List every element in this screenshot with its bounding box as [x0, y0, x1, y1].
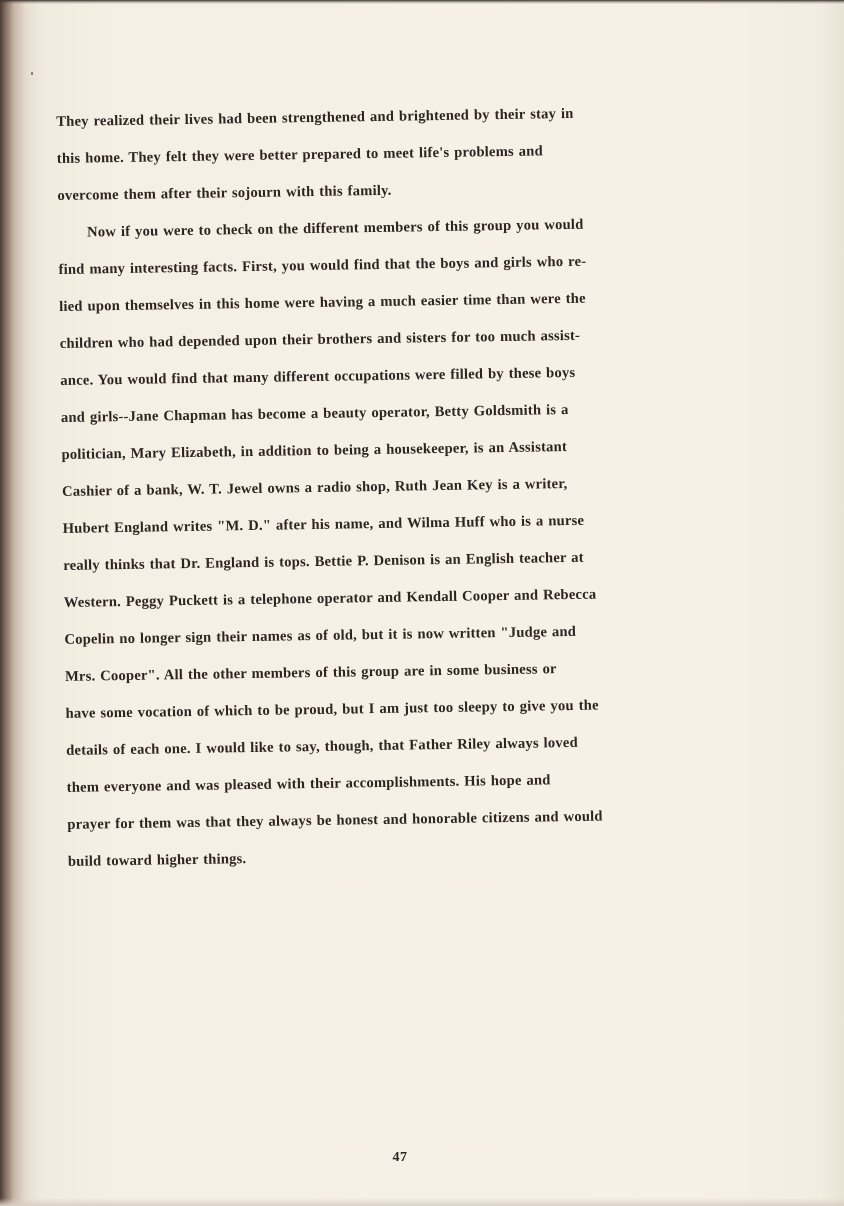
text-line: politician, Mary Elizabeth, in addition to being a housekeeper, is an Assistant — [61, 439, 568, 463]
text-line: lied upon themselves in this home were having a much easier time than were the — [59, 290, 586, 315]
text-line: Copelin no longer sign their names as of old, but it is now written "Judge and — [64, 623, 577, 648]
text-line: find many interesting facts. First, you would find that the boys and girls who re- — [58, 253, 587, 278]
text-line: details of each one. I would like to say, though, that Father Riley always loved — [66, 734, 578, 759]
text-line: They realized their lives had been strengthened and brightened by their stay in — [56, 105, 574, 130]
page-bottom-edge — [0, 1198, 844, 1206]
text-line: children who had depended upon their brothers and sisters for too much assist- — [59, 327, 581, 352]
text-line: Hubert England writes "M. D." after his name, and Wilma Huff who is a nurse — [62, 512, 585, 537]
text-line: prayer for them was that they always be honest and honorable citizens and would — [67, 808, 603, 833]
text-line: Mrs. Cooper". All the other members of this group are in some business or — [64, 661, 557, 685]
text-line: overcome them after their sojourn with this family. — [57, 182, 392, 204]
text-line: have some vocation of which to be proud, but I am just too sleepy to give you the — [65, 697, 599, 722]
text-line: Cashier of a bank, W. T. Jewel owns a radio shop, Ruth Jean Key is a writer, — [61, 476, 568, 500]
page-number: 47 — [392, 1150, 408, 1165]
page-top-shadow — [0, 0, 844, 4]
text-line: and girls--Jane Chapman has become a beauty operator, Betty Goldsmith is a — [60, 401, 569, 426]
body-text — [56, 93, 748, 881]
text-line: build toward higher things. — [67, 851, 247, 870]
text-line: really thinks that Dr. England is tops. Bettie P. Denison is an English teacher at — [63, 549, 584, 574]
text-line: ance. You would find that many different occupations were filled by these boys — [60, 364, 576, 389]
text-line: Now if you were to check on the different members of this group you would — [57, 216, 584, 241]
paper-speck — [31, 72, 33, 75]
text-line: Western. Peggy Puckett is a telephone operator and Kendall Cooper and Rebecca — [63, 586, 597, 611]
text-line: them everyone and was pleased with their accomplishments. His hope and — [66, 772, 551, 796]
text-line: this home. They felt they were better prepared to meet life's problems and — [56, 143, 543, 167]
